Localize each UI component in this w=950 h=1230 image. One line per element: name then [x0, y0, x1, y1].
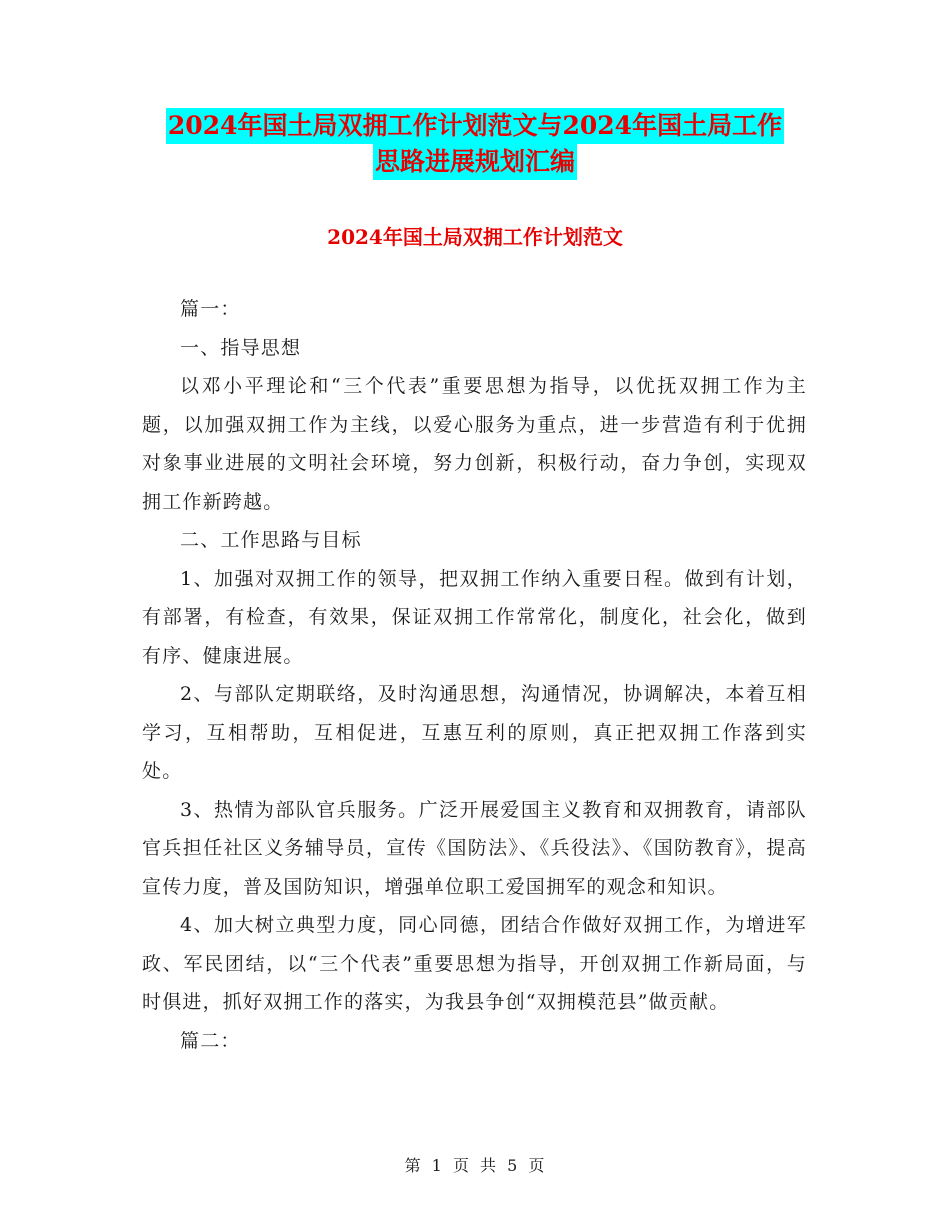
document-body: [142, 290, 807, 1060]
page-number-footer: 第 1 页 共 5 页: [404, 1156, 546, 1175]
paragraph-item-2: 2、与部队定期联络，及时沟通思想，沟通情况，协调解决，本着互相学习，互相帮助，互相促进，互惠互利的原则，真正把双拥工作落到实处。: [142, 683, 807, 782]
document-title-line-1: 2024年国土局双拥工作计划范文与2024年国土局工作: [166, 108, 784, 144]
document-title-line-2: 思路进展规划汇编: [373, 144, 577, 180]
paragraph-item-3: 3、热情为部队官兵服务。广泛开展爱国主义教育和双拥教育，请部队官兵担任社区义务辅导员，宣传《国防法》、《兵役法》、《国防教育》，提高宣传力度，普及国防知识，增强单位职工爱国拥军的观念和知识。: [142, 798, 807, 898]
paragraph-item-1: 1、加强对双拥工作的领导，把双拥工作纳入重要日程。做到有计划，有部署，有检查，有效果，保证双拥工作常常化，制度化，社会化，做到有序、健康进展。: [142, 567, 807, 667]
paragraph-heading-work-ideas: 二、工作思路与目标: [180, 529, 362, 551]
paragraph-part-one-label: 篇一：: [180, 298, 241, 320]
paragraph-item-4: 4、加大树立典型力度，同心同德，团结合作做好双拥工作，为增进军政、军民团结，以“三个代表”重要思想为指导，开创双拥工作新局面，与时俱进，抓好双拥工作的落实，为我县争创“双拥模范县”做贡献。: [142, 914, 807, 1013]
paragraph-guiding-ideology: 以邓小平理论和“三个代表”重要思想为指导，以优抚双拥工作为主题，以加强双拥工作为主线，以爱心服务为重点，进一步营造有利于优拥对象事业进展的文明社会环境，努力创新，积极行动，奋力争创，实现双拥工作新跨越。: [142, 375, 807, 513]
paragraph-heading-guiding-ideology: 一、指导思想: [180, 336, 302, 359]
document-title: [140, 108, 810, 180]
section-heading: 2024年国土局双拥工作计划范文: [327, 225, 623, 249]
paragraph-part-two-label: 篇二：: [180, 1029, 241, 1052]
